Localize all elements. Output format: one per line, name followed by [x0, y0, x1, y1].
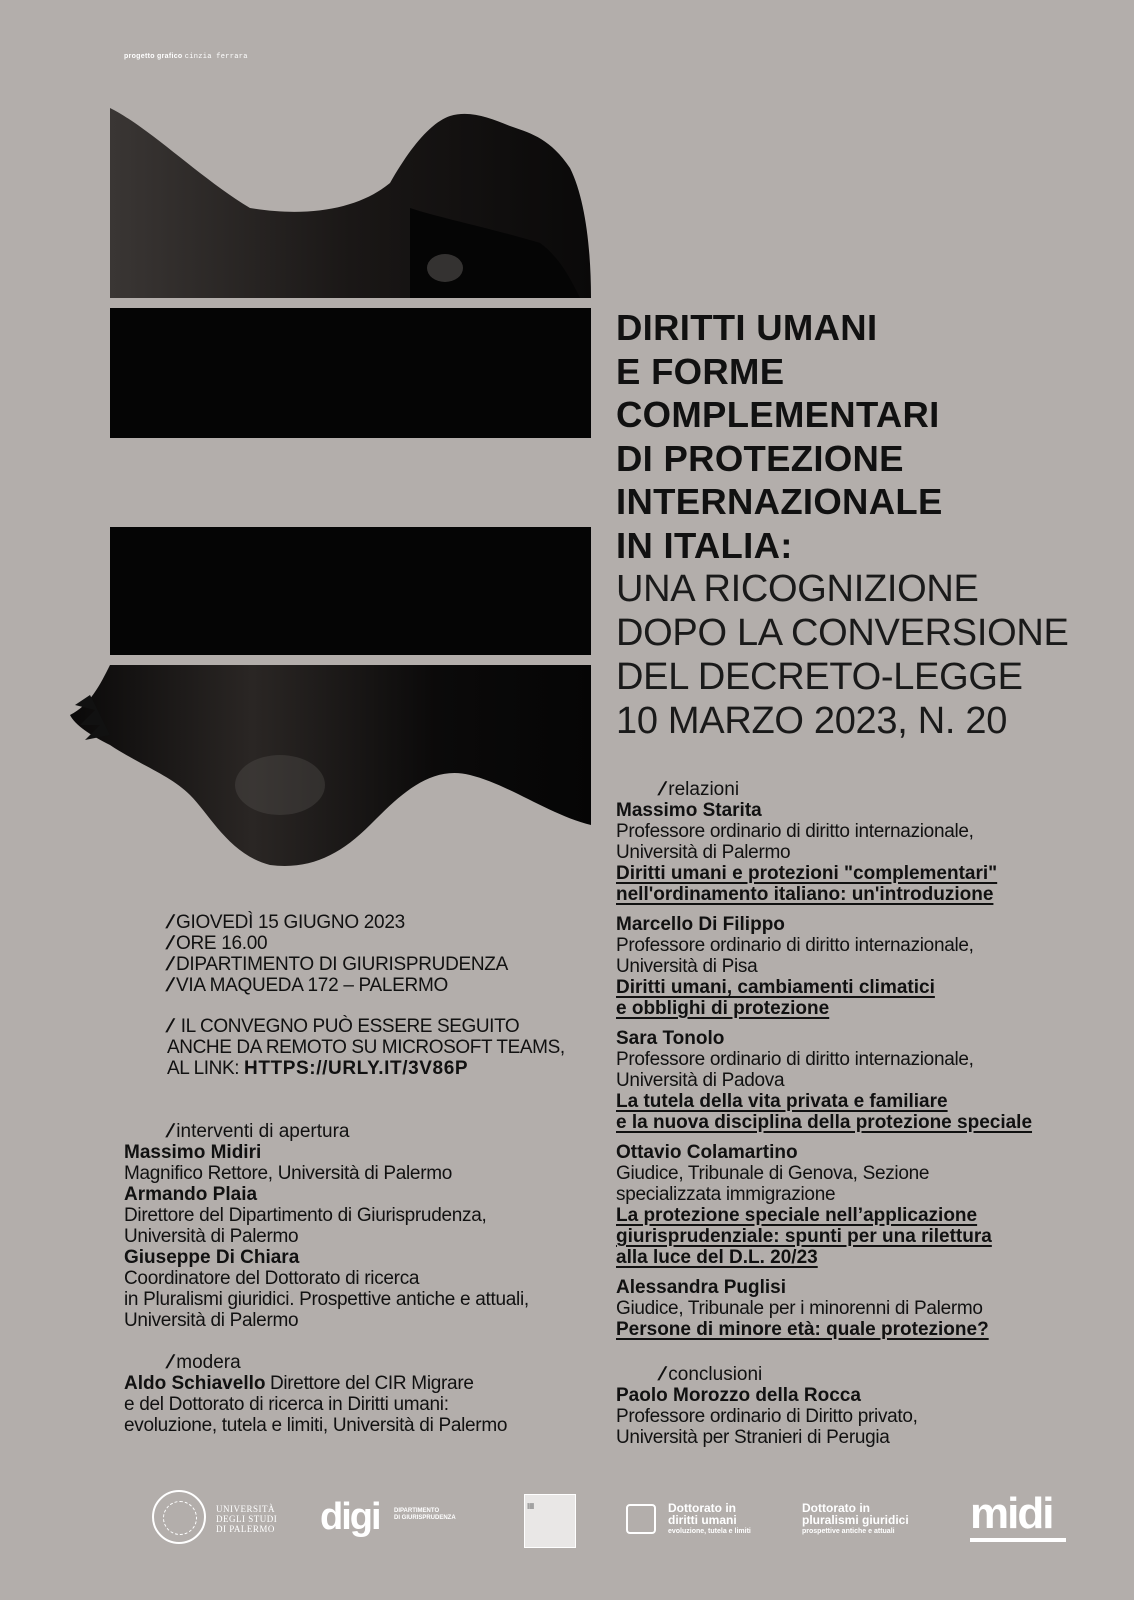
speaker-role: Professore ordinario di diritto internazionale, — [616, 1049, 974, 1070]
slash-icon: / — [165, 933, 174, 954]
event-venue: / DIPARTIMENTO DI GIURISPRUDENZA — [165, 954, 508, 975]
slash-icon: / — [165, 912, 174, 933]
speaker-block — [616, 1142, 1116, 1268]
digi-logo: digi DIPARTIMENTO DI GIURISPRUDENZA — [320, 1496, 456, 1538]
section-label: / modera — [165, 1352, 241, 1373]
talk-title: e obblighi di protezione — [616, 998, 830, 1019]
slash-icon: / — [165, 954, 174, 975]
title-line: IN ITALIA: — [616, 524, 793, 566]
speaker-role: Giudice, Tribunale di Genova, Sezione — [616, 1163, 930, 1184]
slash-icon: / — [657, 779, 667, 800]
opening-section — [124, 1121, 594, 1331]
title-line: DIRITTI UMANI — [616, 307, 878, 348]
credit-author: cinzia ferrara — [184, 53, 248, 61]
section-label: / interventi di apertura — [165, 1121, 350, 1142]
event-info — [167, 912, 508, 996]
design-credit — [124, 53, 248, 61]
speaker-role: Professore ordinario di Diritto privato, — [616, 1406, 918, 1427]
partner-logos — [0, 1490, 1134, 1560]
speaker-name: Aldo Schiavello — [124, 1373, 266, 1394]
section-label: / relazioni — [657, 779, 740, 800]
talk-title: La tutela della vita privata e familiare — [616, 1091, 948, 1112]
speaker-role: evoluzione, tutela e limiti, Università di Palermo — [124, 1415, 508, 1436]
speaker-name: Giuseppe Di Chiara — [124, 1247, 300, 1268]
black-bar-1 — [110, 308, 591, 438]
seal-icon — [152, 1490, 206, 1544]
remote-info — [167, 1016, 565, 1079]
speaker-role: Università di Pisa — [616, 956, 758, 977]
speaker-name: Marcello Di Filippo — [616, 914, 785, 935]
remote-line: ANCHE DA REMOTO SU MICROSOFT TEAMS, — [167, 1037, 565, 1058]
conclusions-section — [616, 1364, 1116, 1448]
speaker-name: Sara Tonolo — [616, 1028, 725, 1049]
speaker-block — [616, 914, 1116, 1019]
speaker-name: Massimo Midiri — [124, 1142, 262, 1163]
black-bar-2 — [110, 527, 591, 655]
event-title — [616, 306, 1116, 743]
cir-migrare-logo — [524, 1494, 576, 1548]
speaker-role: Professore ordinario di diritto internazionale, — [616, 821, 974, 842]
title-line: DI PROTEZIONE — [616, 437, 904, 479]
speaker-role: Magnifico Rettore, Università di Palermo — [124, 1163, 453, 1184]
moderator-section — [124, 1352, 594, 1436]
slash-icon: / — [165, 1352, 175, 1373]
title-line: INTERNAZIONALE — [616, 481, 943, 522]
dottorato-diritti-umani-logo: Dottorato in diritti umani evoluzione, tutela e limiti — [626, 1502, 766, 1542]
subtitle-line: DOPO LA CONVERSIONE — [616, 612, 1069, 654]
section-label: / conclusioni — [657, 1364, 763, 1385]
speaker-role: Direttore del Dipartimento di Giurisprudenza, — [124, 1205, 487, 1226]
speaker-name: Massimo Starita — [616, 800, 762, 821]
subtitle-line: DEL DECRETO-LEGGE — [616, 656, 1023, 698]
dottorato-pluralismi-logo: Dottorato in pluralismi giuridici prospettive antiche e attuali — [802, 1501, 909, 1535]
speaker-name: Ottavio Colamartino — [616, 1142, 798, 1163]
speaker-role: Giudice, Tribunale per i minorenni di Palermo — [616, 1298, 983, 1319]
speaker-role: Università di Palermo — [124, 1310, 299, 1331]
talk-title: giurisprudenziale: spunti per una rilettura — [616, 1226, 992, 1247]
event-address: / VIA MAQUEDA 172 – PALERMO — [165, 975, 448, 996]
event-date: / GIOVEDÌ 15 GIUGNO 2023 — [165, 912, 405, 933]
speaker-role: specializzata immigrazione — [616, 1184, 836, 1205]
subtitle-line: UNA RICOGNIZIONE — [616, 568, 979, 610]
talk-title: Diritti umani e protezioni "complementari" — [616, 863, 998, 884]
speaker-role: in Pluralismi giuridici. Prospettive antiche e attuali, — [124, 1289, 529, 1310]
talk-title: alla luce del D.L. 20/23 — [616, 1247, 818, 1268]
speaker-role: Professore ordinario di diritto internazionale, — [616, 935, 974, 956]
speaker-name: Armando Plaia — [124, 1184, 258, 1205]
remote-line: / IL CONVEGNO PUÒ ESSERE SEGUITO — [165, 1016, 520, 1037]
moderator-line — [124, 1373, 594, 1394]
slash-icon: / — [657, 1364, 667, 1385]
subtitle-line: 10 MARZO 2023, N. 20 — [616, 700, 1008, 742]
title-line: E FORME — [616, 350, 785, 392]
midi-logo: midi — [970, 1492, 1066, 1548]
portrait-top-image — [110, 108, 591, 298]
speaker-name: Paolo Morozzo della Rocca — [616, 1385, 861, 1406]
slash-icon: / — [165, 1016, 174, 1037]
talk-title: Diritti umani, cambiamenti climatici — [616, 977, 935, 998]
speaker-role: Direttore del CIR Migrare — [269, 1373, 474, 1394]
speaker-role: Università di Palermo — [124, 1226, 299, 1247]
talk-title: La protezione speciale nell’applicazione — [616, 1205, 978, 1226]
speaker-role: Coordinatore del Dottorato di ricerca — [124, 1268, 420, 1289]
slash-icon: / — [165, 1121, 175, 1142]
talk-title: e la nuova disciplina della protezione speciale — [616, 1112, 1033, 1133]
speaker-role: Università di Palermo — [616, 842, 791, 863]
speaker-role: e del Dottorato di ricerca in Diritti umani: — [124, 1394, 449, 1415]
remote-line: AL LINK: HTTPS://URLY.IT/3V86P — [167, 1058, 469, 1079]
unipa-logo: UNIVERSITÀ DEGLI STUDI DI PALERMO — [152, 1490, 282, 1546]
event-time: / ORE 16.00 — [165, 933, 268, 954]
dottorato-icon — [626, 1504, 656, 1534]
talk-title: Persone di minore età: quale protezione? — [616, 1319, 989, 1340]
portrait-bottom-image — [70, 665, 591, 875]
talk-title: nell'ordinamento italiano: un'introduzione — [616, 884, 994, 905]
credit-label: progetto grafico — [124, 53, 183, 60]
speaker-name: Alessandra Puglisi — [616, 1277, 787, 1298]
speaker-role: Università per Stranieri di Perugia — [616, 1427, 890, 1448]
slash-icon: / — [165, 975, 174, 996]
speaker-block — [616, 1028, 1116, 1133]
talks-section — [616, 779, 1116, 1349]
speaker-role: Università di Padova — [616, 1070, 785, 1091]
speaker-block — [616, 800, 1116, 905]
speaker-block — [616, 1277, 1116, 1340]
remote-link[interactable]: HTTPS://URLY.IT/3V86P — [244, 1058, 469, 1079]
cir-mark-icon: ▦ — [527, 1501, 535, 1510]
title-line: COMPLEMENTARI — [616, 394, 940, 435]
